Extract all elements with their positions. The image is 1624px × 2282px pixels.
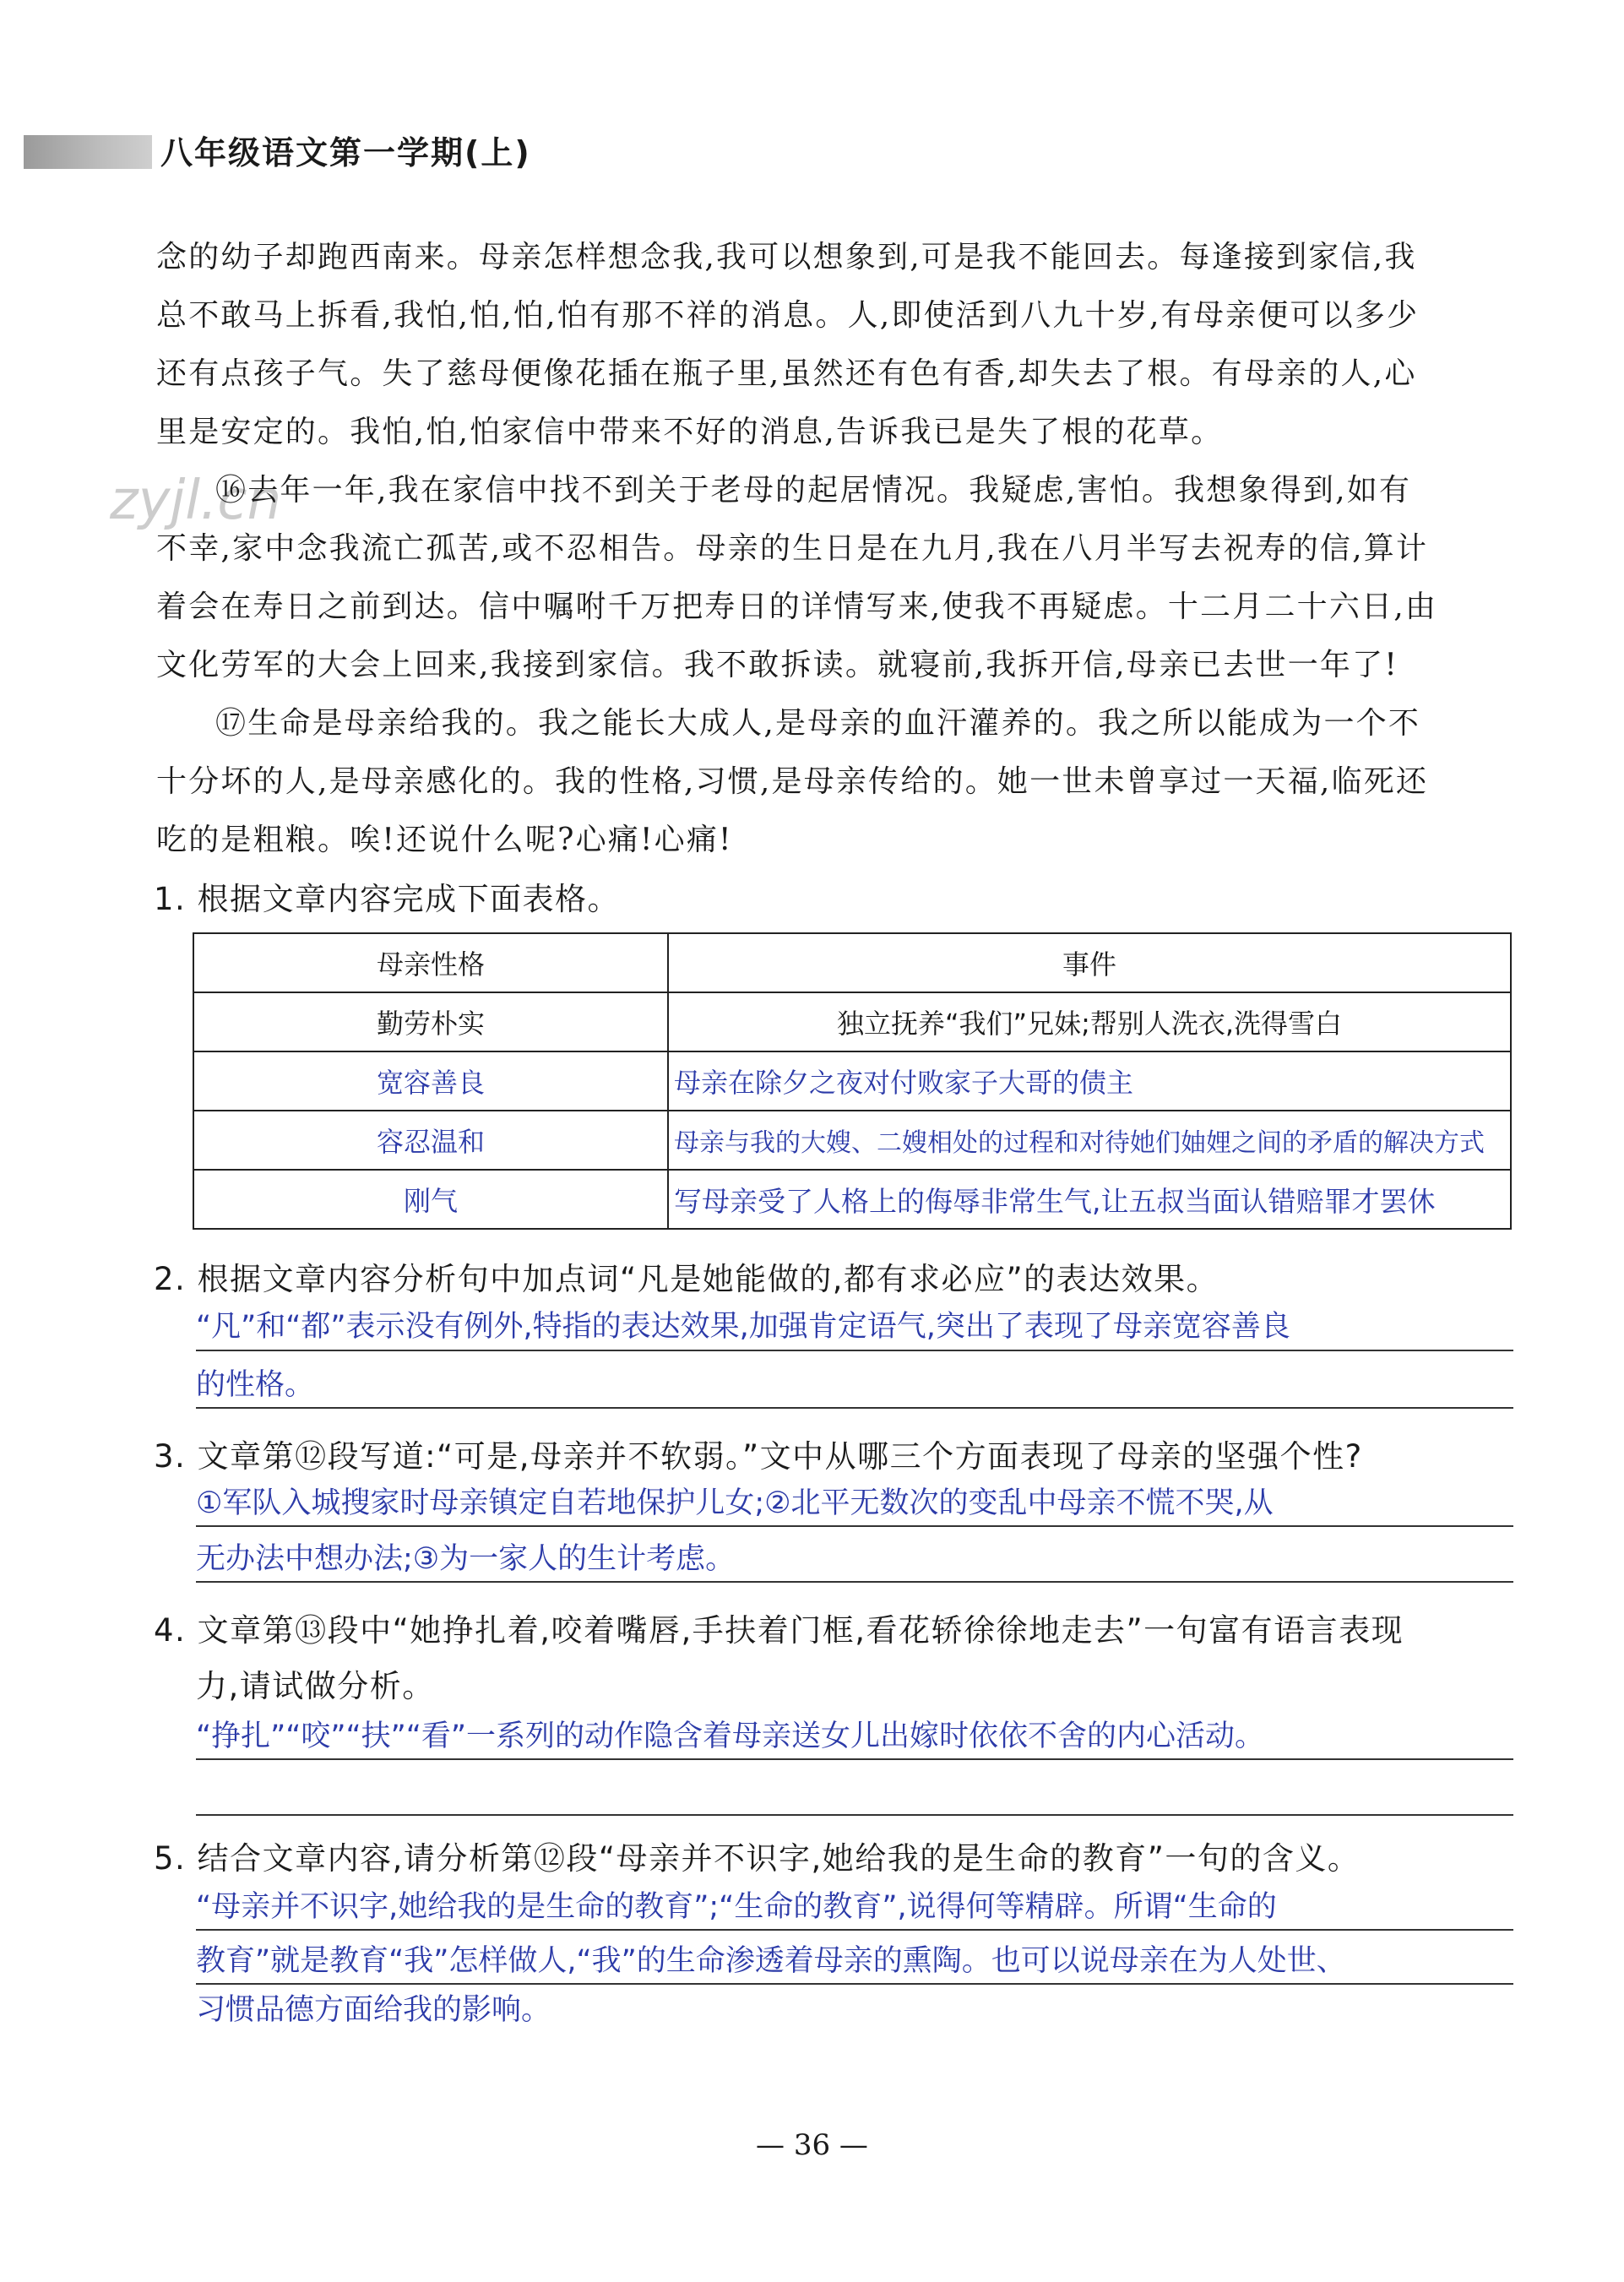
question-2: 2. 根据文章内容分析句中加点词“凡是她能做的,都有求必应”的表达效果。 — [154, 1261, 1219, 1297]
table-row — [193, 1170, 1511, 1229]
table-header-trait: 母亲性格 — [193, 933, 668, 992]
answer-rule — [196, 1983, 1513, 1985]
trait-cell-answer[interactable]: 容忍温和 — [193, 1111, 668, 1170]
answer-table — [193, 932, 1512, 1230]
passage-line: 总不敢马上拆看,我怕,怕,怕,怕有那不祥的消息。人,即使活到八九十岁,有母亲便可以多少 — [156, 298, 1420, 333]
answer-rule — [196, 1581, 1513, 1583]
table-header-event: 事件 — [668, 933, 1511, 992]
passage-line: 里是安定的。我怕,怕,怕家信中带来不好的消息,告诉我已是失了根的花草。 — [156, 415, 1224, 449]
page-header-title: 八年级语文第一学期(上) — [160, 134, 531, 171]
event-cell-answer[interactable]: 写母亲受了人格上的侮辱非常生气,让五叔当面认错赔罪才罢休 — [668, 1170, 1511, 1229]
table-row — [193, 1111, 1511, 1170]
event-cell-answer[interactable]: 母亲在除夕之夜对付败家子大哥的债主 — [668, 1051, 1511, 1111]
passage-line: ⑯去年一年,我在家信中找不到关于老母的起居情况。我疑虑,害怕。我想象得到,如有 — [215, 473, 1412, 508]
answer-5-line[interactable]: 习惯品德方面给我的影响。 — [196, 1993, 551, 2027]
passage-line: 十分坏的人,是母亲感化的。我的性格,习惯,是母亲传给的。她一世未曾享过一天福,临死还 — [156, 764, 1429, 799]
passage-line: 吃的是粗粮。唉!还说什么呢?心痛!心痛! — [156, 823, 733, 857]
passage-line: ⑰生命是母亲给我的。我之能长大成人,是母亲的血汗灌养的。我之所以能成为一个不 — [215, 706, 1421, 741]
trait-cell-answer[interactable]: 刚气 — [193, 1170, 668, 1229]
passage-paragraph-15 — [156, 228, 1512, 461]
passage-paragraph-16 — [156, 461, 1512, 694]
question-4-continued: 力,请试做分析。 — [196, 1668, 435, 1704]
answer-rule — [196, 1350, 1513, 1351]
answer-rule — [196, 1758, 1513, 1760]
trait-cell-answer[interactable]: 宽容善良 — [193, 1051, 668, 1111]
passage-line: 文化劳军的大会上回来,我接到家信。我不敢拆读。就寝前,我拆开信,母亲已去世一年了! — [156, 648, 1399, 682]
answer-3-line[interactable]: 无办法中想办法;③为一家人的生计考虑。 — [196, 1542, 736, 1576]
question-4: 4. 文章第⑬段中“她挣扎着,咬着嘴唇,手扶着门框,看花轿徐徐地走去”一句富有语言表现 — [154, 1612, 1404, 1649]
answer-5-line[interactable]: 教育”就是教育“我”怎样做人,“我”的生命渗透着母亲的熏陶。也可以说母亲在为人处世、 — [196, 1944, 1346, 1978]
answer-5-line[interactable]: “母亲并不识字,她给我的是生命的教育”;“生命的教育”,说得何等精辟。所谓“生命的 — [196, 1890, 1277, 1924]
header-bar — [24, 135, 152, 169]
passage-line: 念的幼子却跑西南来。母亲怎样想念我,我可以想象到,可是我不能回去。每逢接到家信,我 — [156, 240, 1417, 274]
table-header-row — [193, 933, 1511, 992]
answer-2-line[interactable]: “凡”和“都”表示没有例外,特指的表达效果,加强肯定语气,突出了表现了母亲宽容善良 — [196, 1310, 1290, 1344]
trait-cell: 勤劳朴实 — [193, 992, 668, 1051]
passage-line: 着会在寿日之前到达。信中嘱咐千万把寿日的详情写来,使我不再疑虑。十二月二十六日,由 — [156, 590, 1438, 624]
passage-line: 不幸,家中念我流亡孤苦,或不忍相告。母亲的生日是在九月,我在八月半写去祝寿的信,算计 — [156, 531, 1429, 566]
answer-rule — [196, 1407, 1513, 1409]
answer-rule — [196, 1525, 1513, 1527]
answer-rule — [196, 1814, 1513, 1816]
page-number: — 36 — — [756, 2128, 868, 2162]
event-cell-answer[interactable]: 母亲与我的大嫂、二嫂相处的过程和对待她们妯娌之间的矛盾的解决方式 — [668, 1111, 1511, 1170]
watermark: zyjl.cn — [110, 470, 282, 532]
question-1: 1. 根据文章内容完成下面表格。 — [154, 881, 621, 917]
table-row — [193, 1051, 1511, 1111]
answer-2-line[interactable]: 的性格。 — [196, 1368, 315, 1402]
question-5: 5. 结合文章内容,请分析第⑫段“母亲并不识字,她给我的是生命的教育”一句的含义。 — [154, 1840, 1361, 1877]
answer-4-line[interactable]: “挣扎”“咬”“扶”“看”一系列的动作隐含着母亲送女儿出嫁时依依不舍的内心活动。 — [196, 1720, 1265, 1753]
passage-paragraph-17 — [156, 694, 1512, 869]
answer-rule — [196, 1929, 1513, 1931]
question-3: 3. 文章第⑫段写道:“可是,母亲并不软弱。”文中从哪三个方面表现了母亲的坚强个性? — [154, 1438, 1363, 1475]
passage-line: 还有点孩子气。失了慈母便像花插在瓶子里,虽然还有色有香,却失去了根。有母亲的人,心 — [156, 356, 1417, 391]
event-cell: 独立抚养“我们”兄妹;帮别人洗衣,洗得雪白 — [668, 992, 1511, 1051]
table-row — [193, 992, 1511, 1051]
answer-3-line[interactable]: ①军队入城搜家时母亲镇定自若地保护儿女;②北平无数次的变乱中母亲不慌不哭,从 — [196, 1486, 1274, 1520]
